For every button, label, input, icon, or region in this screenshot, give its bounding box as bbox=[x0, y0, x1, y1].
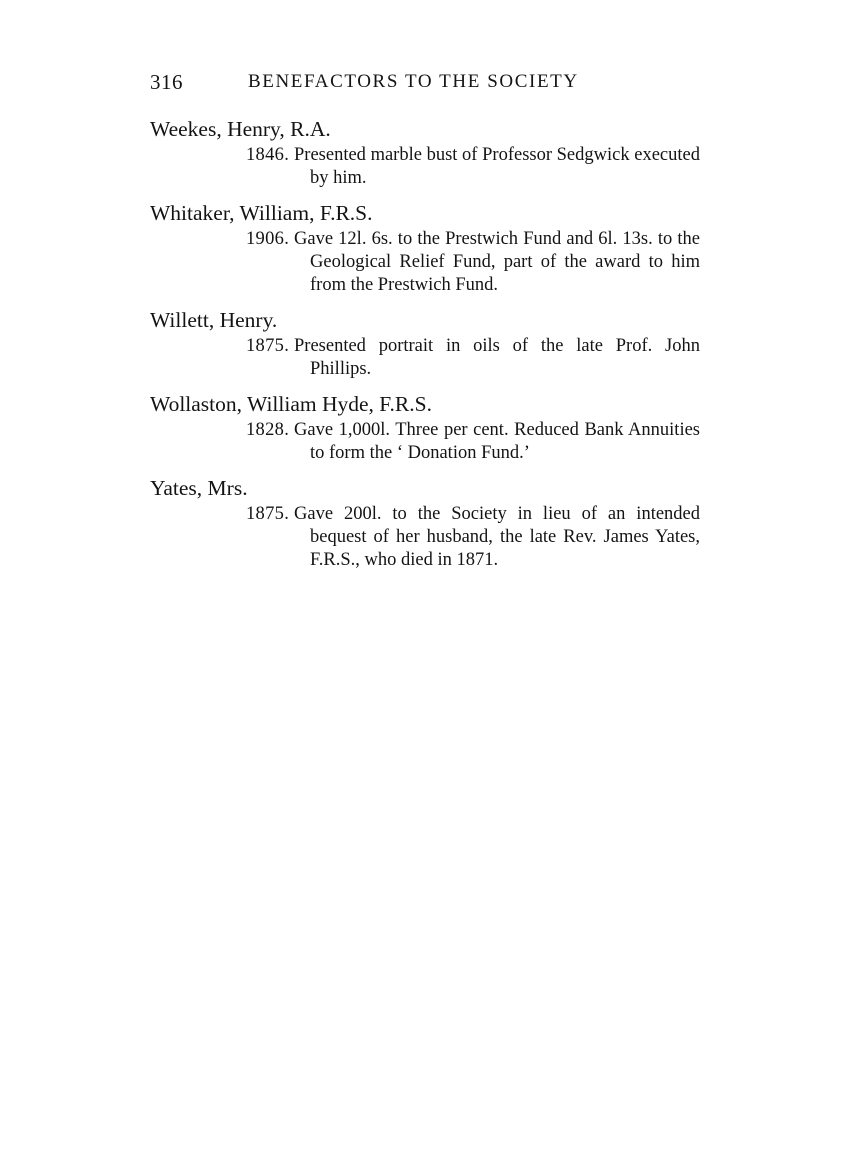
running-title: BENEFACTORS TO THE SOCIETY bbox=[248, 71, 579, 92]
gift-year: 1906. bbox=[246, 229, 290, 249]
gift-year: 1875. bbox=[246, 504, 290, 524]
benefactor-name: Yates, Mrs. bbox=[150, 476, 248, 500]
benefactor-entry bbox=[150, 200, 710, 297]
gift-year: 1846. bbox=[246, 145, 290, 165]
gift-record bbox=[246, 335, 700, 381]
benefactor-entry bbox=[150, 475, 710, 572]
benefactor-name: Weekes, Henry, R.A. bbox=[150, 117, 331, 141]
benefactor-name: Wollaston, William Hyde, F.R.S. bbox=[150, 392, 432, 416]
gift-description: Presented marble bust of Professor Sedgwick executed by him. bbox=[294, 145, 700, 188]
benefactor-name: Whitaker, William, F.R.S. bbox=[150, 201, 373, 225]
benefactor-entry bbox=[150, 116, 710, 190]
gift-description: Gave 12l. 6s. to the Prestwich Fund and 6l. 13s. to the Geological Relief Fund, part of the award to him from the Prestwich Fund. bbox=[294, 229, 700, 295]
gift-year: 1828. bbox=[246, 420, 290, 440]
gift-record bbox=[246, 503, 700, 572]
running-head bbox=[150, 70, 710, 100]
gift-record bbox=[246, 144, 700, 190]
gift-record bbox=[246, 419, 700, 465]
page-number: 316 bbox=[150, 70, 183, 94]
benefactor-list bbox=[150, 116, 710, 582]
gift-description: Gave 1,000l. Three per cent. Reduced Bank Annuities to form the ‘ Donation Fund.’ bbox=[294, 420, 700, 463]
benefactor-entry bbox=[150, 391, 710, 465]
gift-year: 1875. bbox=[246, 336, 290, 356]
benefactor-name: Willett, Henry. bbox=[150, 308, 278, 332]
gift-record bbox=[246, 228, 700, 297]
benefactor-entry bbox=[150, 307, 710, 381]
gift-description: Presented portrait in oils of the late Prof. John Phillips. bbox=[294, 336, 700, 379]
gift-description: Gave 200l. to the Society in lieu of an intended bequest of her husband, the late Rev. James Yates, F.R.S., who died in 1871. bbox=[294, 504, 700, 570]
